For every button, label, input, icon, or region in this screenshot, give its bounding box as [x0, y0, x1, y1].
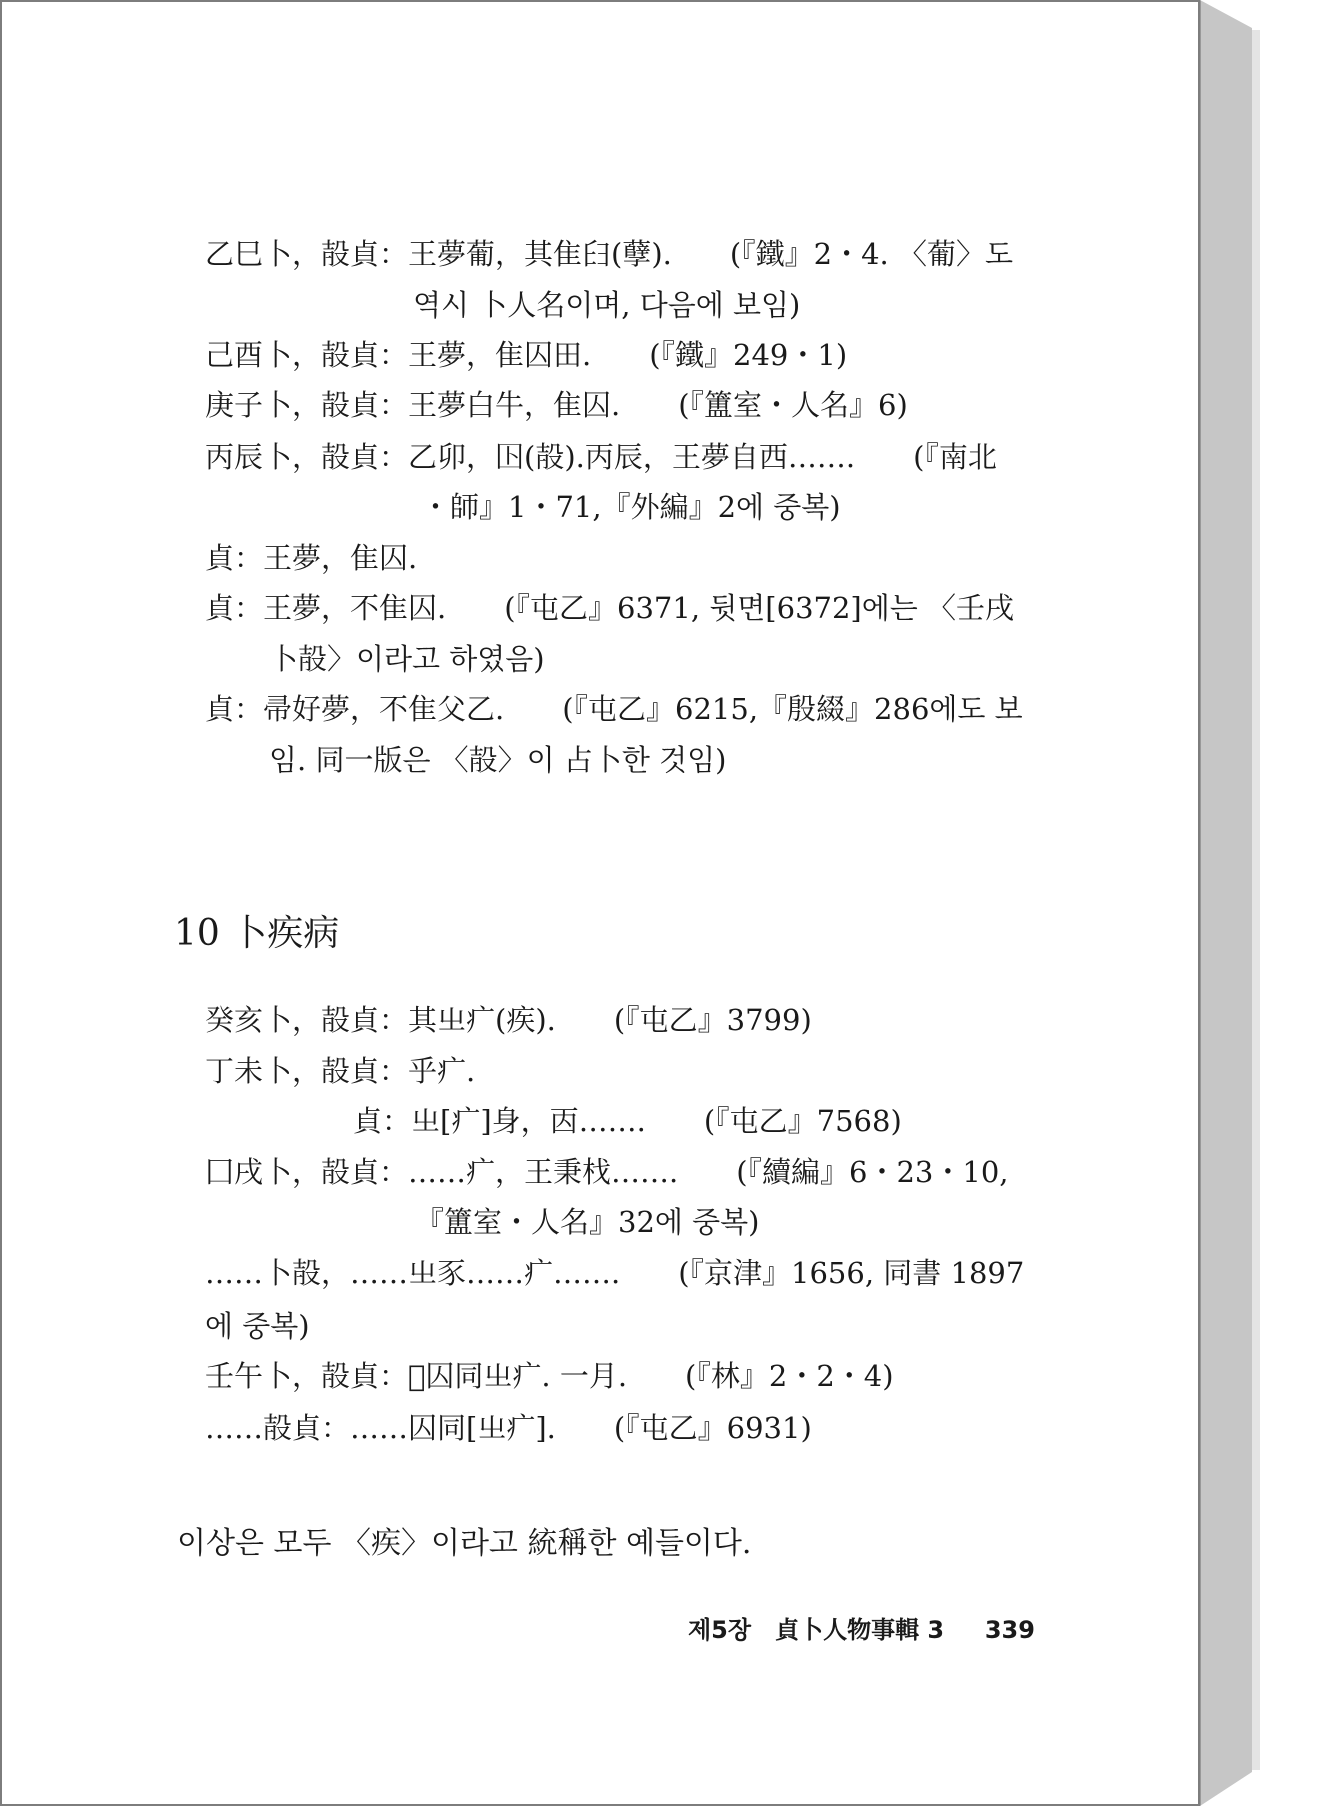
page-footer	[688, 1610, 1035, 1645]
entry-line: 丁未卜，㱿貞：乎疒.	[205, 1054, 476, 1088]
page-number: 339	[984, 1616, 1035, 1644]
closing-sentence: 이상은 모두 〈疾〉이라고 統稱한 예들이다.	[177, 1526, 752, 1561]
entry-line: 癸亥卜，㱿貞：其㞢疒(疾). (『屯乙』3799)	[205, 1003, 812, 1037]
entry-line: ……卜㱿，……㞢豕……疒……. (『京津』1656, 同書 1897	[205, 1256, 1025, 1290]
entry-line: 囗戌卜，㱿貞：……疒，王秉𣏾……. (『續編』6・23・10,	[205, 1155, 1009, 1189]
entry-line: 역시 卜人名이며, 다음에 보임)	[413, 288, 801, 322]
entry-line: 貞：帚好夢，不隹父乙. (『屯乙』6215,『殷綴』286에도 보	[205, 692, 1023, 726]
entry-line: ・師』1・71,『外編』2에 중복)	[421, 490, 841, 524]
entry-line: 壬午卜，㱿貞：𦎫囚同㞢疒. 一月. (『林』2・2・4)	[205, 1359, 894, 1393]
entry-line: 貞：王夢，隹囚.	[205, 541, 418, 575]
entry-line: 貞：王夢，不隹囚. (『屯乙』6371, 뒷면[6372]에는 〈壬戌	[205, 591, 1014, 625]
entry-line: 丙辰卜，㱿貞：乙卯，𡆥(㱿).丙辰，王夢自西……. (『南北	[205, 440, 997, 474]
entry-line: 乙巳卜，㱿貞：王夢葡，其隹𦥑(孽). (『鐵』2・4. 〈葡〉도	[205, 237, 1014, 271]
entry-line: 『簠室・人名』32에 중복)	[415, 1205, 760, 1239]
book-spine	[1200, 0, 1252, 1806]
entry-line: 貞：㞢[疒]身，㐁……. (『屯乙』7568)	[353, 1104, 902, 1138]
footer-chapter: 제5장 貞卜人物事輯 3	[688, 1616, 945, 1644]
entry-line: ……㱿貞：……囚同[㞢疒]. (『屯乙』6931)	[205, 1411, 812, 1445]
section-heading: 10 卜疾病	[174, 913, 340, 954]
entry-line: 己酉卜，㱿貞：王夢，隹囚田. (『鐵』249・1)	[205, 338, 848, 372]
entry-line: 卜㱿〉이라고 하였음)	[269, 642, 545, 676]
entry-line: 임. 同一版은 〈㱿〉이 占卜한 것임)	[269, 743, 727, 777]
entry-line: 庚子卜，㱿貞：王夢白牛，隹囚. (『簠室・人名』6)	[205, 388, 908, 422]
entry-line: 에 중복)	[205, 1309, 310, 1343]
page-edge-shadow	[1252, 30, 1260, 1770]
